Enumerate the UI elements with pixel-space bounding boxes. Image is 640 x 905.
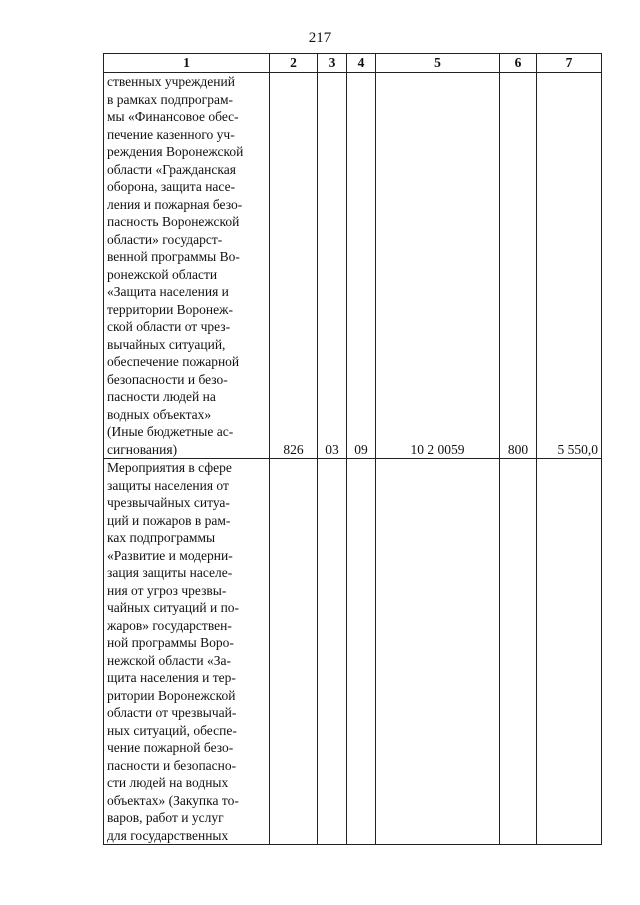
row-amount: 5 550,0 [537, 73, 602, 459]
table-row [104, 73, 602, 459]
budget-table [103, 53, 602, 845]
row-subsection [347, 459, 376, 845]
header-col-5: 5 [376, 54, 500, 73]
row-description: ственных учреждений в рамках подпрограм- мы «Финансовое обес- печение казенного уч- реждения Воронежской области «Гражданская оборона, защита насе- ления и пожарная безо- пасность Воронежской области» государст- венной программы Во- ронежской области «Защита населения и территории Воронеж- ской области от чрез- вычайных ситуаций, обеспечение пожарной безопасности и безо- пасности людей на водных объектах» (Иные бюджетные ас- сигнования) [104, 73, 270, 459]
header-row [104, 54, 602, 73]
header-col-2: 2 [270, 54, 318, 73]
row-expense-type: 800 [500, 73, 537, 459]
page-number: 217 [308, 30, 332, 46]
header-col-1: 1 [104, 54, 270, 73]
header-col-6: 6 [500, 54, 537, 73]
row-section [318, 459, 347, 845]
row-target-article: 10 2 0059 [376, 73, 500, 459]
row-subsection: 09 [347, 73, 376, 459]
header-col-4: 4 [347, 54, 376, 73]
row-section: 03 [318, 73, 347, 459]
row-code-admin [270, 459, 318, 845]
row-code-admin: 826 [270, 73, 318, 459]
row-amount [537, 459, 602, 845]
header-col-3: 3 [318, 54, 347, 73]
row-description: Мероприятия в сфере защиты населения от чрезвычайных ситуа- ций и пожаров в рам- ках подпрограммы «Развитие и модерни- зация защиты населе- ния от угроз чрезвы- чайных ситуаций и по- жаров» государствен- ной программы Воро- нежской области «За- щита населения и тер- ритории Воронежской области от чрезвычай- ных ситуаций, обеспе- чение пожарной безо- пасности и безопасно- сти людей на водных объектах» (Закупка то- варов, работ и услуг для государственных [104, 459, 270, 845]
row-target-article [376, 459, 500, 845]
header-col-7: 7 [537, 54, 602, 73]
row-expense-type [500, 459, 537, 845]
table-row [104, 459, 602, 845]
